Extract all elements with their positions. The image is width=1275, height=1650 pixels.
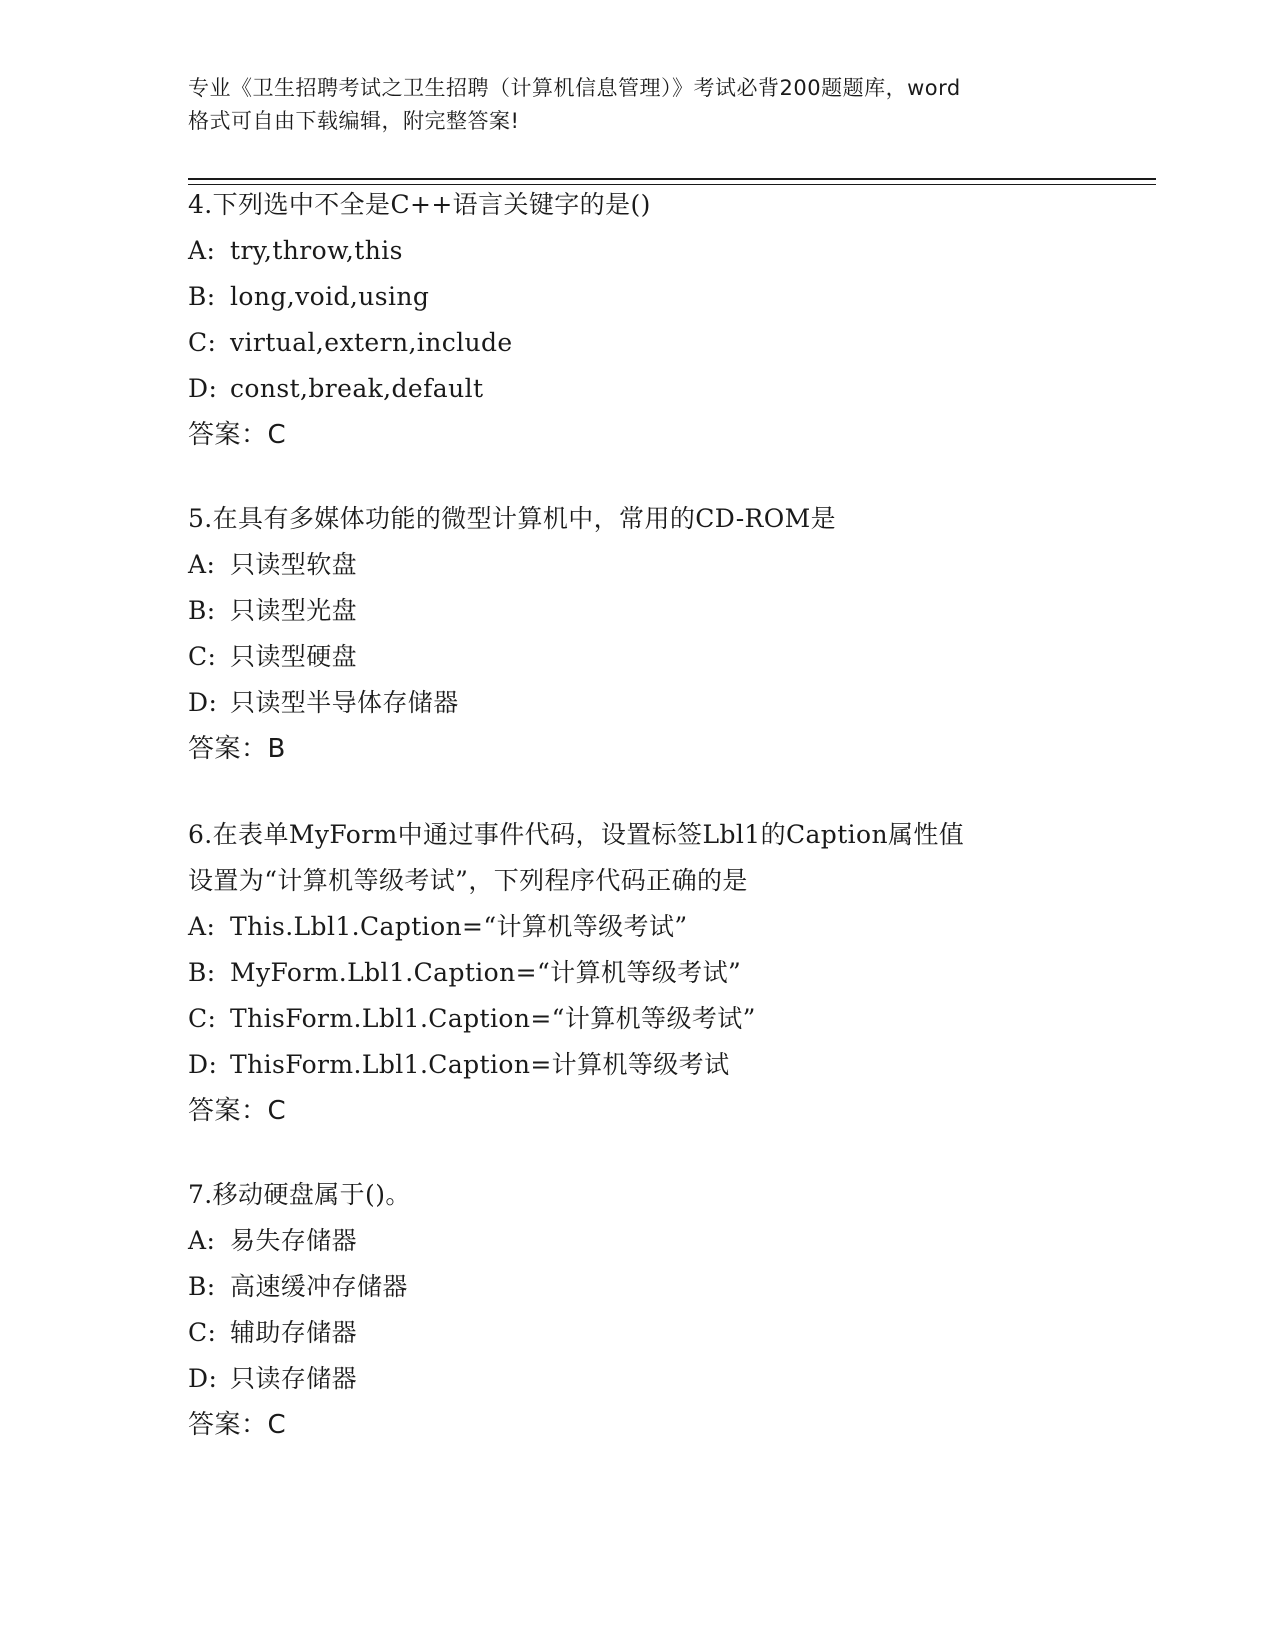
option-d bbox=[188, 1042, 1148, 1088]
option-c bbox=[188, 634, 1148, 680]
option-text: 只读型光盘 bbox=[230, 596, 358, 625]
option-label: C: bbox=[188, 1318, 217, 1347]
option-text: const,break,default bbox=[230, 374, 484, 403]
answer-line: 答案：B bbox=[188, 734, 286, 764]
option-text: 高速缓冲存储器 bbox=[230, 1272, 408, 1301]
option-label: A: bbox=[188, 912, 216, 941]
option-b bbox=[188, 950, 1148, 996]
option-c bbox=[188, 320, 1148, 366]
question-stem: 7.移动硬盘属于()。 bbox=[188, 1180, 411, 1209]
option-text: 易失存储器 bbox=[230, 1226, 358, 1255]
question-stem-continued: 设置为“计算机等级考试”，下列程序代码正确的是 bbox=[188, 866, 748, 895]
option-a bbox=[188, 542, 1148, 588]
option-text: MyForm.Lbl1.Caption=“计算机等级考试” bbox=[230, 958, 742, 987]
option-d bbox=[188, 366, 1148, 412]
option-text: 只读型软盘 bbox=[230, 550, 358, 579]
option-label: B: bbox=[188, 282, 216, 311]
option-label: D: bbox=[188, 374, 218, 403]
option-text: 只读型硬盘 bbox=[230, 642, 358, 671]
option-c bbox=[188, 996, 1148, 1042]
option-label: C: bbox=[188, 328, 217, 357]
header-line-1: 专业《卫生招聘考试之卫生招聘（计算机信息管理）》考试必背200题题库，word bbox=[188, 76, 961, 100]
question-stem: 5.在具有多媒体功能的微型计算机中，常用的CD-ROM是 bbox=[188, 504, 837, 533]
question-block bbox=[188, 812, 1148, 1134]
header-divider-thick bbox=[188, 178, 1156, 180]
option-label: A: bbox=[188, 236, 216, 265]
answer-line: 答案：C bbox=[188, 1410, 287, 1440]
option-label: D: bbox=[188, 688, 218, 717]
option-label: A: bbox=[188, 1226, 216, 1255]
option-text: 辅助存储器 bbox=[230, 1318, 358, 1347]
answer-line: 答案：C bbox=[188, 420, 287, 450]
option-a bbox=[188, 1218, 1148, 1264]
option-a bbox=[188, 228, 1148, 274]
option-text: 只读型半导体存储器 bbox=[230, 688, 459, 717]
option-d bbox=[188, 680, 1148, 726]
option-b bbox=[188, 588, 1148, 634]
question-stem: 4.下列选中不全是C++语言关键字的是() bbox=[188, 190, 651, 219]
option-text: try,throw,this bbox=[230, 236, 403, 265]
option-text: ThisForm.Lbl1.Caption=“计算机等级考试” bbox=[230, 1004, 756, 1033]
question-block bbox=[188, 1172, 1148, 1448]
option-label: C: bbox=[188, 1004, 217, 1033]
question-block bbox=[188, 496, 1148, 772]
option-d bbox=[188, 1356, 1148, 1402]
answer-line: 答案：C bbox=[188, 1096, 287, 1126]
option-label: D: bbox=[188, 1050, 218, 1079]
option-c bbox=[188, 1310, 1148, 1356]
option-text: ThisForm.Lbl1.Caption=计算机等级考试 bbox=[230, 1050, 730, 1079]
question-block bbox=[188, 182, 1148, 458]
option-label: D: bbox=[188, 1364, 218, 1393]
option-b bbox=[188, 274, 1148, 320]
option-text: 只读存储器 bbox=[230, 1364, 358, 1393]
option-label: B: bbox=[188, 958, 216, 987]
option-label: B: bbox=[188, 596, 216, 625]
option-label: A: bbox=[188, 550, 216, 579]
option-label: C: bbox=[188, 642, 217, 671]
option-text: This.Lbl1.Caption=“计算机等级考试” bbox=[230, 912, 688, 941]
option-a bbox=[188, 904, 1148, 950]
option-label: B: bbox=[188, 1272, 216, 1301]
header-line-2: 格式可自由下载编辑，附完整答案! bbox=[188, 109, 520, 133]
option-b bbox=[188, 1264, 1148, 1310]
option-text: long,void,using bbox=[230, 282, 430, 311]
question-stem: 6.在表单MyForm中通过事件代码，设置标签Lbl1的Caption属性值 bbox=[188, 820, 965, 849]
document-header bbox=[188, 72, 1088, 138]
option-text: virtual,extern,include bbox=[230, 328, 513, 357]
